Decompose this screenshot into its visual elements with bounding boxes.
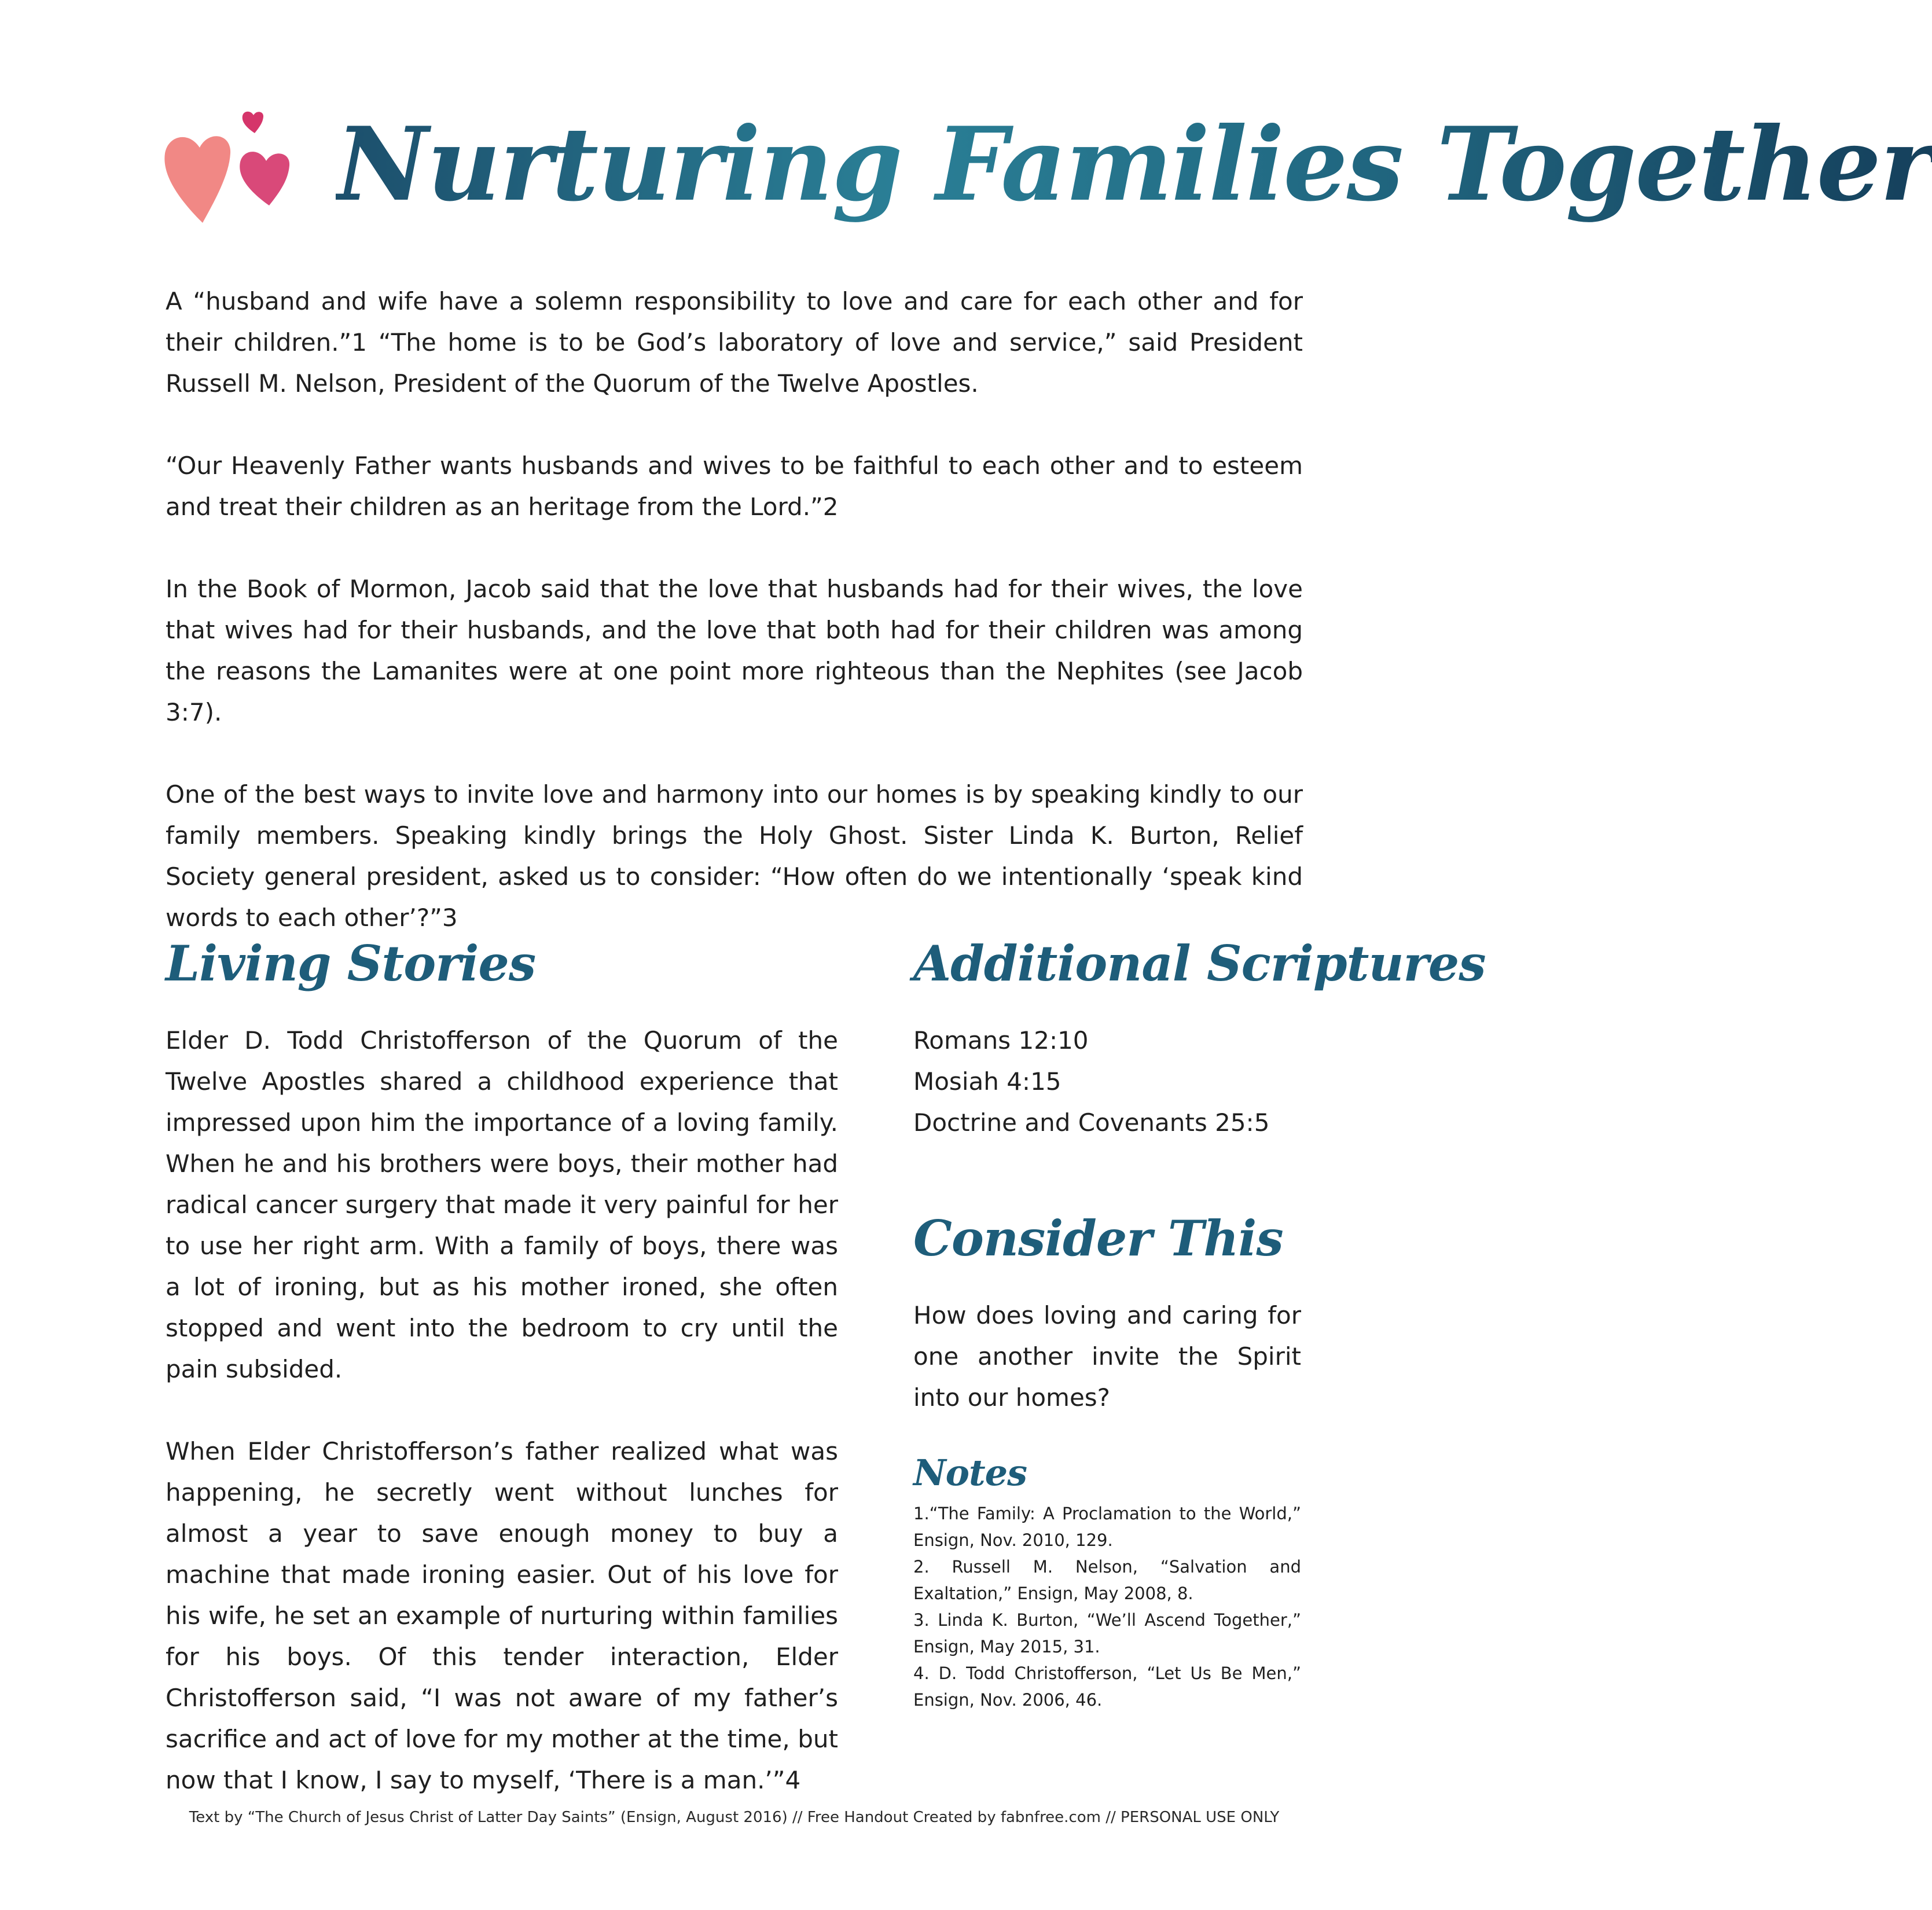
- notes-list: [913, 1500, 1301, 1713]
- hearts-icon: [162, 104, 324, 232]
- consider-this-heading: Consider This: [913, 1210, 1283, 1267]
- intro-paragraph: “Our Heavenly Father wants husbands and wives to be faithful to each other and to esteem and treat their children as an heritage from the Lord.”2: [166, 451, 1303, 521]
- page-title: Nurturing Families Together: [336, 98, 1932, 232]
- scripture-list: [913, 1020, 1269, 1143]
- note-item: 4. D. Todd Christofferson, “Let Us Be Men,” Ensign, Nov. 2006, 46.: [913, 1663, 1301, 1710]
- notes-heading: Notes: [913, 1452, 1027, 1494]
- intro-section: [166, 281, 1303, 938]
- medium-heart-icon: [240, 152, 289, 205]
- story-paragraph: When Elder Christofferson’s father realized what was happening, he secretly went without lunches for almost a year to save enough money to buy a machine that made ironing easier. Out of his love for his wife, he set an example of nurturing within families for his boys. Of this tender interaction, Elder Christofferson said, “I was not aware of my father’s sacrifice and act of love for my mother at the time, but now that I know, I say to myself, ‘There is a man.’”4: [166, 1437, 838, 1794]
- note-item: 1.“The Family: A Proclamation to the World,” Ensign, Nov. 2010, 129.: [913, 1504, 1301, 1550]
- scripture-reference: Mosiah 4:15: [913, 1067, 1062, 1096]
- footer-credits: Text by “The Church of Jesus Christ of Latter Day Saints” (Ensign, August 2016) // Free Handout Created by fabnfree.com // PERSONAL USE ONLY: [189, 1809, 1280, 1826]
- intro-paragraph: In the Book of Mormon, Jacob said that the love that husbands had for their wives, the love that wives had for their husbands, and the love that both had for their children was among the reasons the Lamanites were at one point more righteous than the Nephites (see Jacob 3:7).: [166, 575, 1303, 726]
- small-heart-icon: [243, 112, 263, 133]
- story-paragraph: Elder D. Todd Christofferson of the Quorum of the Twelve Apostles shared a childhood experience that impressed upon him the importance of a loving family. When he and his brothers were boys, their mother had radical cancer surgery that made it very painful for her to use her right arm. With a family of boys, there was a lot of ironing, but as his mother ironed, she often stopped and went into the bedroom to cry until the pain subsided.: [166, 1026, 838, 1383]
- intro-paragraph: A “husband and wife have a solemn responsibility to love and care for each other and for their children.”1 “The home is to be God’s laboratory of love and service,” said President Russell M. Nelson, President of the Quorum of the Twelve Apostles.: [166, 287, 1303, 398]
- living-stories-heading: Living Stories: [166, 935, 536, 992]
- intro-paragraph: One of the best ways to invite love and harmony into our homes is by speaking kindly to our family members. Speaking kindly brings the Holy Ghost. Sister Linda K. Burton, Relief Society general president, asked us to consider: “How often do we intentionally ‘speak kind words to each other’?”3: [166, 780, 1303, 932]
- consider-this-question: How does loving and caring for one another invite the Spirit into our homes?: [913, 1301, 1301, 1412]
- scripture-reference: Doctrine and Covenants 25:5: [913, 1108, 1270, 1137]
- living-stories-section: [166, 1020, 838, 1842]
- note-item: 3. Linda K. Burton, “We’ll Ascend Together,” Ensign, May 2015, 31.: [913, 1610, 1301, 1656]
- scripture-reference: Romans 12:10: [913, 1026, 1089, 1055]
- additional-scriptures-heading: Additional Scriptures: [913, 935, 1486, 992]
- title-block: [162, 93, 1932, 243]
- note-item: 2. Russell M. Nelson, “Salvation and Exaltation,” Ensign, May 2008, 8.: [913, 1557, 1301, 1603]
- large-heart-icon: [164, 136, 230, 223]
